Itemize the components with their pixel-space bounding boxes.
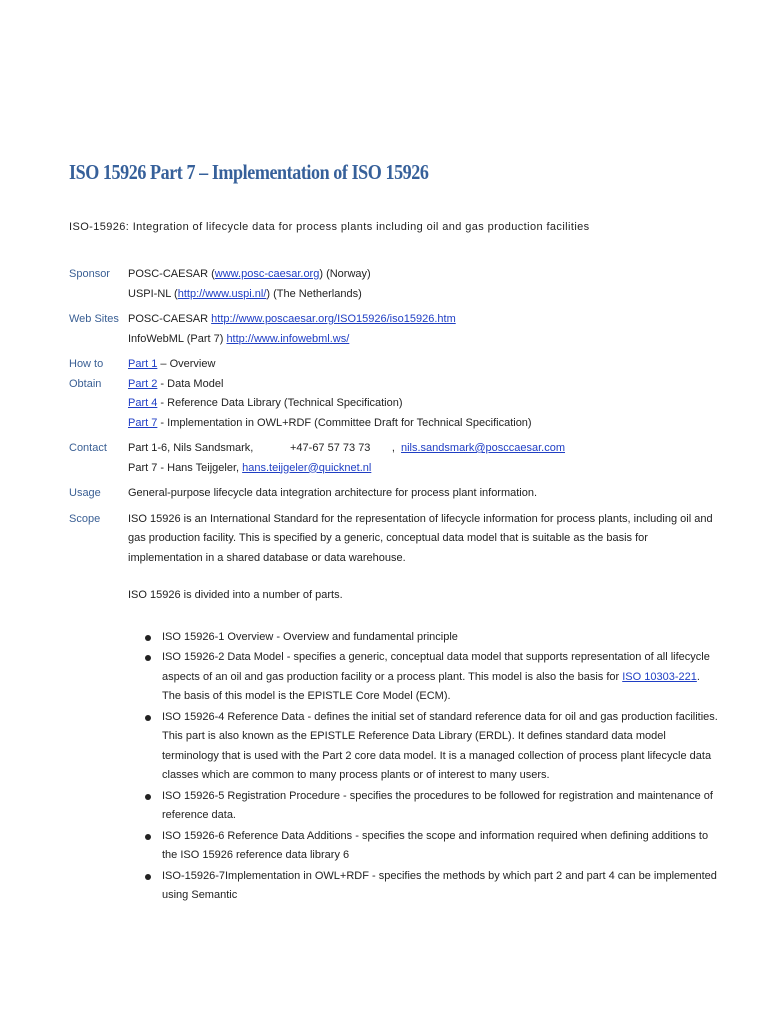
list-item: ISO 15926-1 Overview - Overview and fundamental principle <box>128 628 719 648</box>
contact-hans-text: Part 7 - Hans Teijgeler, <box>128 461 243 474</box>
part-1-link[interactable]: Part 1 <box>128 358 158 370</box>
list-item: ISO 15926-4 Reference Data - defines the initial set of standard reference data for oil and gas production facilities. This part is also known as the EPISTLE Reference Data Library (ERDL). It defines standard data model terminology that is used with the Part 2 core data model. It is a managed collection of process plant lifecycle data classes which are common to many process plants or of interest to many users. <box>128 708 719 786</box>
sponsor-value <box>128 265 719 304</box>
contact-row <box>69 439 719 478</box>
website-infowebml-text: InfoWebML (Part 7) <box>128 332 227 345</box>
scope-paragraph-1: ISO 15926 is an International Standard for the representation of lifecycle information for process plants, including oil and gas production facility. This is specified by a generic, conceptual data model that is suitable as the basis for implementation in a shared database or data warehouse. <box>128 512 713 564</box>
uspi-link[interactable]: http://www.uspi.nl/ <box>177 287 267 300</box>
contact-label: Contact <box>69 442 107 454</box>
part-4-text: - Reference Data Library (Technical Specification) <box>157 397 403 409</box>
websites-value <box>128 310 719 349</box>
usage-row <box>69 484 719 504</box>
scope-paragraph-2: ISO 15926 is divided into a number of parts. <box>128 589 343 601</box>
posc-iso-link[interactable]: http://www.poscaesar.org/ISO15926/iso15926.htm <box>211 313 456 325</box>
part-1-text: – Overview <box>157 358 216 370</box>
part-2-desc: ISO 15926-2 Data Model - specifies a generic, conceptual data model that supports representation of all lifecycle aspects of an oil and gas production facility or a process plant. This model is also the basis for <box>162 651 710 683</box>
scope-value <box>128 510 719 907</box>
parts-list <box>128 628 719 906</box>
part-7-link[interactable]: Part 7 <box>128 416 158 429</box>
hans-email-link[interactable]: hans.teijgeler@quicknet.nl <box>242 461 372 474</box>
info-table <box>69 265 719 913</box>
how-label-line1: How to <box>69 358 104 370</box>
sponsor-row <box>69 265 719 304</box>
part-4-link[interactable]: Part 4 <box>128 397 158 409</box>
scope-label: Scope <box>69 512 101 525</box>
page-title: ISO 15926 Part 7 – Implementation of ISO 15926 <box>69 160 429 184</box>
part-2-text: - Data Model <box>157 377 224 390</box>
list-item: ISO 15926-6 Reference Data Additions - specifies the scope and information required when defining additions to the ISO 15926 reference data library 6 <box>128 827 719 866</box>
website-posc-text: POSC-CAESAR <box>128 313 212 325</box>
part-7-text: - Implementation in OWL+RDF (Committee Draft for Technical Specification) <box>157 416 532 429</box>
sponsor-posc-country: ) (Norway) <box>319 268 371 280</box>
how-to-obtain-row <box>69 355 719 433</box>
document-subtitle: ISO-15926: Integration of lifecycle data for process plants including oil and gas production facilities <box>69 221 590 233</box>
posc-caesar-link[interactable]: www.posc-caesar.org <box>214 268 320 280</box>
iso-10303-221-link[interactable]: ISO 10303-221 <box>622 670 697 683</box>
list-item: ISO-15926-7Implementation in OWL+RDF - specifies the methods by which part 2 and part 4 can be implemented using Semantic <box>128 867 719 906</box>
list-item <box>128 648 719 707</box>
part-2-link[interactable]: Part 2 <box>128 377 158 390</box>
how-to-obtain-value <box>128 355 719 433</box>
how-to-obtain-label <box>69 355 128 433</box>
websites-row <box>69 310 719 349</box>
sponsor-label: Sponsor <box>69 268 110 280</box>
nils-email-link[interactable]: nils.sandsmark@posccaesar.com <box>401 442 566 454</box>
infowebml-link[interactable]: http://www.infowebml.ws/ <box>226 332 350 345</box>
contact-value <box>128 439 719 478</box>
usage-value: General-purpose lifecycle data integration architecture for process plant information. <box>128 487 538 499</box>
usage-label: Usage <box>69 487 101 499</box>
contact-nils-text: Part 1-6, Nils Sandsmark, +47-67 57 73 73 , <box>128 442 401 454</box>
websites-label: Web Sites <box>69 313 119 325</box>
scope-row <box>69 510 719 907</box>
how-label-line2: Obtain <box>69 377 102 390</box>
part-2-desc-end: . The basis of this model is the EPISTLE Core Model (ECM). <box>162 670 700 702</box>
sponsor-posc-text: POSC-CAESAR ( <box>128 268 215 280</box>
list-item: ISO 15926-5 Registration Procedure - specifies the procedures to be followed for registration and maintenance of reference data. <box>128 787 719 826</box>
sponsor-uspi-text: USPI-NL ( <box>128 287 178 300</box>
sponsor-uspi-country: ) (The Netherlands) <box>266 287 362 300</box>
